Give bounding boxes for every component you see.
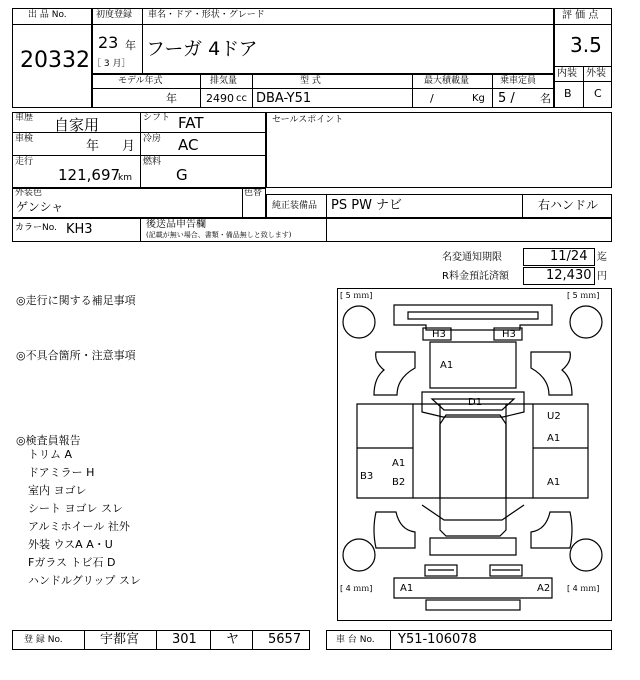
fuel-label: 燃料 <box>143 157 162 167</box>
divider <box>252 630 253 650</box>
displacement-value: 2490 <box>206 92 234 105</box>
mark-d1: D1 <box>468 397 483 408</box>
transfer-value: 11/24 <box>550 249 588 264</box>
color-no-value: KH3 <box>66 222 93 237</box>
tire-depth-bottom-left: [ 4 ｍｍ] <box>340 584 373 593</box>
front-bumper <box>394 305 552 330</box>
first-reg-month: ［ 3 月］ <box>92 59 131 69</box>
registration-area: 宇都宮 <box>100 632 140 647</box>
mark-b2: B2 <box>392 477 406 488</box>
score-label: 評 価 点 <box>562 10 599 21</box>
divider <box>84 630 85 650</box>
trunk <box>430 538 516 555</box>
registration-kana: ヤ <box>226 632 240 647</box>
capacity-value: 5 / <box>498 91 515 106</box>
mark-a1-right-rear: A1 <box>547 477 561 488</box>
lot-number: 20332 <box>20 48 90 73</box>
chassis-number: Y51-106078 <box>398 632 477 647</box>
tire-depth-top-left: [ 5 ｍｍ] <box>340 291 373 300</box>
inspector-item: トリム A <box>28 448 73 461</box>
aircon-value: AC <box>178 136 199 154</box>
aircon-label: 冷房 <box>143 134 162 144</box>
mark-a1-left-center: A1 <box>392 458 406 469</box>
displacement-unit: cc <box>236 93 247 104</box>
max-load-label: 最大積載量 <box>424 76 470 86</box>
exterior-grade: C <box>594 87 602 100</box>
mileage-label: 走行 <box>15 157 34 167</box>
lot-label: 出 品 No. <box>28 10 67 20</box>
exterior-label: 外装 <box>586 68 606 79</box>
interior-grade: B <box>564 87 572 100</box>
rear-bumper <box>394 578 552 598</box>
equipment-value: PS PW ナビ <box>331 198 403 213</box>
mark-u2: U2 <box>547 411 561 422</box>
recycle-unit: 円 <box>597 271 607 282</box>
shift-label: シフト <box>143 113 171 123</box>
car-name: フーガ 4ドア <box>146 38 258 60</box>
inspector-item: ハンドルグリップ スレ <box>28 574 141 587</box>
model-year-label: モデル年式 <box>118 76 163 86</box>
year-unit: 年 <box>125 39 136 52</box>
equipment-label: 純正装備品 <box>272 201 318 211</box>
aftermarket-label: 後送品申告欄 <box>146 219 206 230</box>
exterior-color-value: ゲンシャ <box>16 200 64 214</box>
rear-window <box>422 505 524 520</box>
aftermarket-note: (記載が無い場合、書類・備品無しと致します) <box>146 231 292 239</box>
tire-depth-bottom-right: [ 4 ｍｍ] <box>567 584 600 593</box>
inspector-item: アルミホイール 社外 <box>28 520 130 533</box>
tire-rear-left <box>343 539 375 571</box>
displacement-label: 排気量 <box>210 76 238 86</box>
recycle-label: R料金預託済額 <box>442 271 509 282</box>
shift-value: FAT <box>178 114 204 132</box>
inspector-heading: ◎検査員報告 <box>16 434 81 447</box>
rear-fender-right <box>531 512 572 548</box>
inspector-item: シート ヨゴレ スレ <box>28 502 123 515</box>
mark-h3-right: H3 <box>502 329 516 340</box>
fuel-value: G <box>176 166 188 184</box>
steering-value: 右ハンドル <box>538 198 599 212</box>
mark-a1-right-front: A1 <box>547 433 561 444</box>
rear-fender-left <box>374 512 415 548</box>
type-label: 型 式 <box>300 76 321 86</box>
divider <box>390 630 391 650</box>
registration-number: 5657 <box>268 632 302 647</box>
mark-a1-rear: A1 <box>400 583 414 594</box>
inspector-item: ドアミラー H <box>28 466 95 479</box>
capacity-label: 乗車定員 <box>500 76 537 86</box>
mark-a2-rear: A2 <box>537 583 551 594</box>
tire-depth-top-right: [ 5 ｍｍ] <box>567 291 600 300</box>
mileage-unit: km <box>118 173 132 183</box>
front-fender-left <box>374 352 415 395</box>
license-plate-area <box>426 600 520 610</box>
mileage-value: 121,697 <box>58 166 121 184</box>
history-label: 車歴 <box>15 113 34 123</box>
color-change-label: 色替 <box>244 188 263 198</box>
transfer-label: 名変通知期限 <box>442 252 502 263</box>
recycle-value: 12,430 <box>546 268 592 283</box>
car-name-label: 車名・ドア・形状・グレード <box>148 10 265 20</box>
mark-h3-left: H3 <box>432 329 446 340</box>
registration-label: 登 録 No. <box>24 635 63 645</box>
chassis-label: 車 台 No. <box>336 635 375 645</box>
divider <box>210 630 211 650</box>
driving-heading: ◎走行に関する補足事項 <box>16 294 136 307</box>
color-no-label: カラーNo. <box>15 223 57 233</box>
capacity-unit: 名 <box>540 92 551 105</box>
transfer-unit: 迄 <box>597 252 607 263</box>
inspector-item: 室内 ヨゴレ <box>28 484 87 497</box>
roof <box>440 415 506 536</box>
first-reg-label: 初度登録 <box>96 10 133 20</box>
mark-b3: B3 <box>360 471 374 482</box>
exterior-color-label: 外装色 <box>15 188 43 198</box>
sales-point-label: セールスポイント <box>272 115 344 125</box>
score-value: 3.5 <box>570 33 602 57</box>
mark-a1-hood: A1 <box>440 360 454 371</box>
defects-heading: ◎不具合箇所・注意事項 <box>16 349 136 362</box>
front-fender-right <box>531 352 572 395</box>
interior-label: 内装 <box>557 68 577 79</box>
type-value: DBA-Y51 <box>256 91 312 106</box>
inspector-item: Fガラス トビ石 D <box>28 556 116 569</box>
registration-class: 301 <box>172 632 197 647</box>
inspection-label: 車検 <box>15 134 34 144</box>
model-year-unit: 年 <box>166 92 177 105</box>
divider <box>156 630 157 650</box>
inspection-month: 月 <box>122 139 136 154</box>
history-value: 自家用 <box>54 116 100 134</box>
tire-front-right <box>570 306 602 338</box>
front-grille <box>408 312 538 319</box>
max-load-slash: / <box>430 92 434 105</box>
inspector-item: 外装 ウスA A・U <box>28 538 113 551</box>
inspection-year: 年 <box>86 139 100 154</box>
max-load-unit: Kg <box>472 93 485 104</box>
first-reg-year: 23 <box>98 33 119 52</box>
tire-front-left <box>343 306 375 338</box>
tire-rear-right <box>570 539 602 571</box>
